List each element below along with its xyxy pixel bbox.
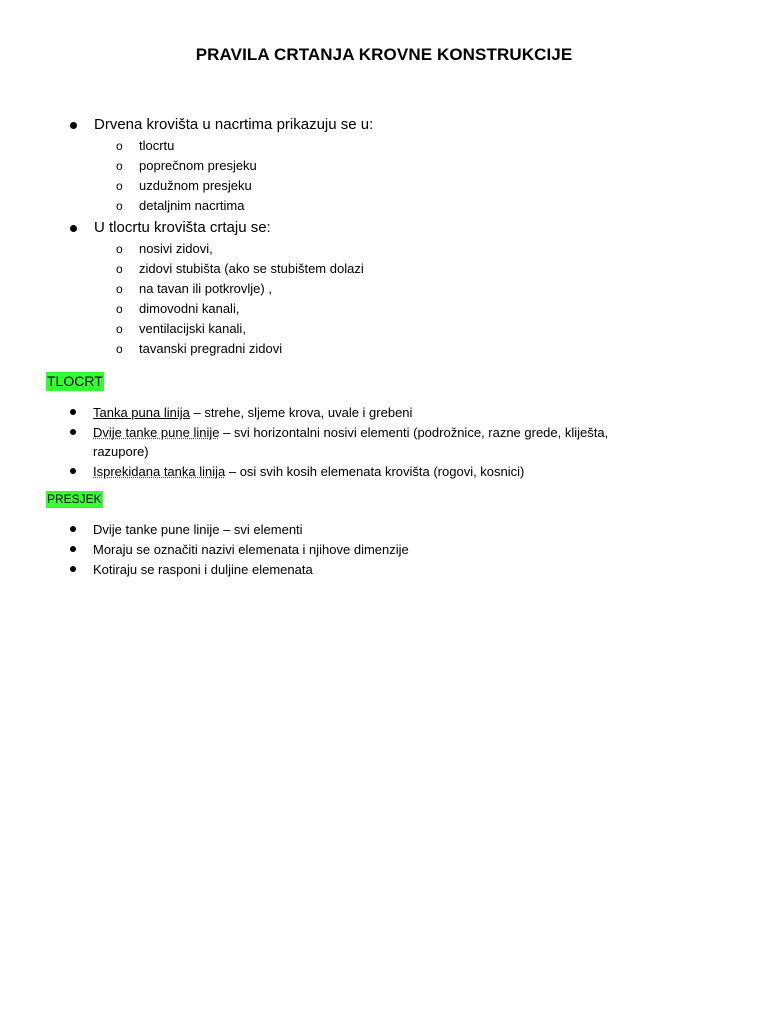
list-item — [93, 462, 524, 481]
list-item: zidovi stubišta (ako se stubištem dolazi — [139, 261, 364, 276]
list-item — [93, 423, 608, 442]
list-item: uzdužnom presjeku — [139, 178, 252, 193]
list-item: detaljnim nacrtima — [139, 198, 245, 213]
sub-bullet-icon: o — [116, 282, 123, 296]
list-item: poprečnom presjeku — [139, 158, 257, 173]
bullet-icon — [70, 566, 76, 572]
line-type-description: – svi horizontalni nosivi elementi (podrožnice, razne grede, kliješta, — [219, 425, 609, 440]
sub-bullet-icon: o — [116, 179, 123, 193]
list-item-continuation: razupore) — [93, 444, 149, 459]
bullet-icon — [70, 526, 76, 532]
list-item: Dvije tanke pune linije – svi elementi — [93, 522, 303, 537]
list-item: Kotiraju se rasponi i duljine elemenata — [93, 562, 313, 577]
sub-bullet-icon: o — [116, 262, 123, 276]
list-item: tlocrtu — [139, 138, 175, 153]
section2-heading: U tlocrtu krovišta crtaju se: — [94, 219, 271, 236]
bullet-icon — [70, 409, 76, 415]
line-type-term: Dvije tanke pune linije — [93, 425, 220, 440]
list-item: dimovodni kanali, — [139, 301, 240, 316]
list-item: na tavan ili potkrovlje) , — [139, 281, 272, 296]
list-item: nosivi zidovi, — [139, 241, 213, 256]
bullet-icon — [70, 225, 77, 232]
sub-bullet-icon: o — [116, 199, 123, 213]
line-type-description: – strehe, sljeme krova, uvale i grebeni — [189, 405, 413, 420]
list-item: Moraju se označiti nazivi elemenata i njihove dimenzije — [93, 542, 409, 557]
bullet-icon — [70, 468, 76, 474]
sub-bullet-icon: o — [116, 302, 123, 316]
presjek-label: PRESJEK — [47, 492, 102, 506]
sub-bullet-icon: o — [116, 342, 123, 356]
page-title: PRAVILA CRTANJA KROVNE KONSTRUKCIJE — [195, 45, 573, 64]
bullet-icon — [70, 546, 76, 552]
line-type-term: Isprekidana tanka linija — [93, 464, 226, 479]
tlocrt-label: TLOCRT — [47, 373, 103, 389]
sub-bullet-icon: o — [116, 242, 123, 256]
list-item — [93, 403, 412, 422]
sub-bullet-icon: o — [116, 139, 123, 153]
list-item: ventilacijski kanali, — [139, 321, 246, 336]
section1-heading: Drvena krovišta u nacrtima prikazuju se u: — [94, 116, 374, 133]
bullet-icon — [70, 122, 77, 129]
bullet-icon — [70, 429, 76, 435]
sub-bullet-icon: o — [116, 322, 123, 336]
list-item: tavanski pregradni zidovi — [139, 341, 283, 356]
sub-bullet-icon: o — [116, 159, 123, 173]
line-type-description: – osi svih kosih elemenata krovišta (rogovi, kosnici) — [225, 464, 525, 479]
line-type-term: Tanka puna linija — [93, 405, 190, 420]
